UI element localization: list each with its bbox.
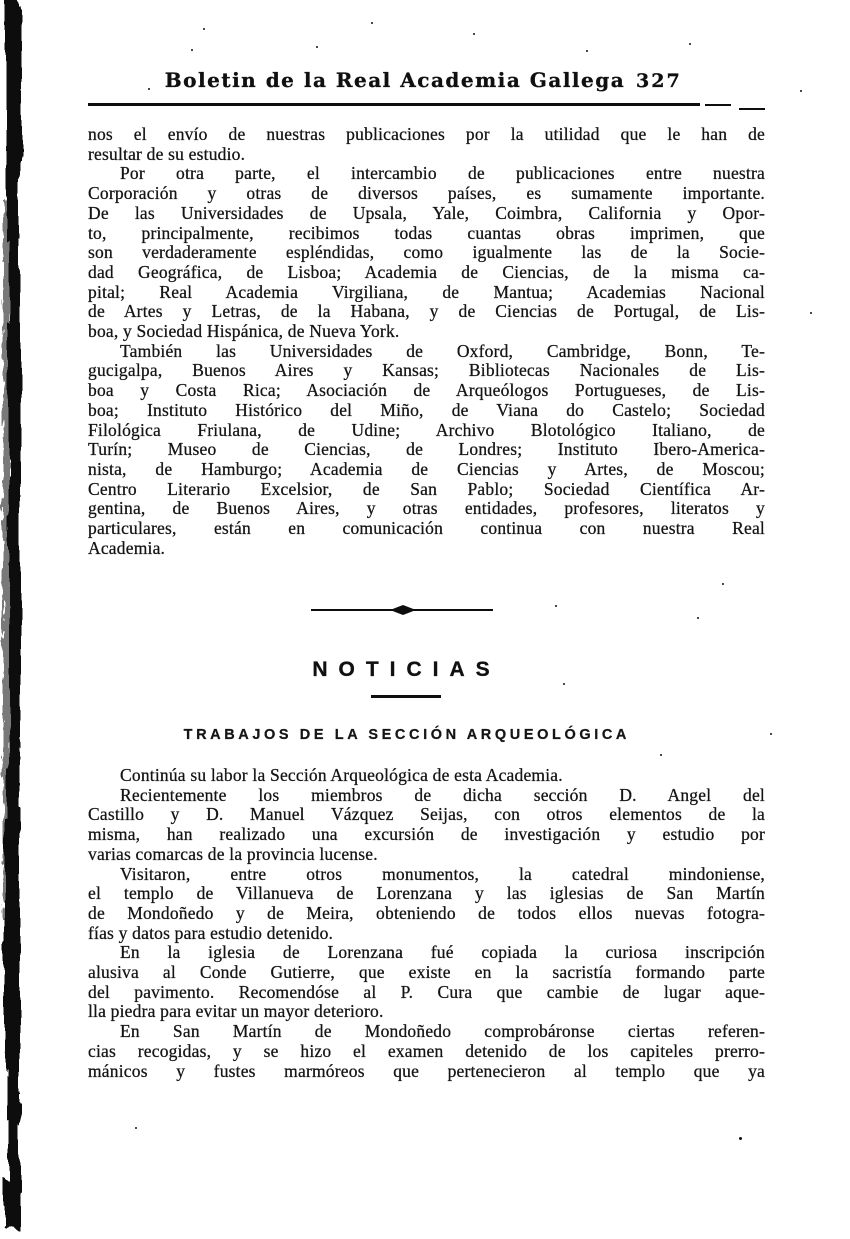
paragraph	[88, 786, 765, 865]
text-line: boa, y Sociedad Hispánica, de Nueva York.	[88, 321, 400, 342]
scan-speck	[722, 583, 724, 585]
scan-speck	[371, 22, 373, 24]
text-line: fías y datos para estudio detenido.	[88, 922, 334, 943]
binding-strip	[0, 0, 40, 1239]
scan-speck	[689, 43, 691, 45]
header-rule-dash	[739, 108, 765, 110]
paragraph	[88, 342, 765, 559]
text-line: lla piedra para evitar un mayor deterioro.	[88, 1001, 384, 1022]
text-line: el templo de Villanueva de Lorenzana y las iglesias de San Martín	[88, 883, 765, 904]
scan-speck	[697, 617, 699, 619]
text-line: Turín; Museo de Ciencias, de Londres; Instituto Ibero-America-	[88, 439, 765, 460]
text-line: De las Universidades de Upsala, Yale, Coimbra, California y Opor-	[88, 202, 765, 223]
scan-speck	[316, 46, 318, 48]
scan-speck	[800, 90, 802, 92]
text-line: mánicos y fustes marmóreos que pertenecieron al templo que ya	[88, 1060, 765, 1081]
scan-speck	[586, 50, 588, 52]
text-line: particulares, están en comunicación continua con nuestra Real	[88, 518, 765, 539]
text-line: alusiva al Conde Gutierre, que existe en la sacristía formando parte	[88, 962, 765, 983]
text-line: Continúa su labor la Sección Arqueológica de esta Academia.	[120, 765, 563, 785]
scan-speck	[770, 733, 772, 735]
text-line: de Artes y Letras, de la Habana, y de Ciencias de Portugal, de Lis-	[88, 301, 765, 322]
paragraph	[88, 766, 765, 786]
text-line: dad Geográfica, de Lisboa; Academia de Ciencias, de la misma ca-	[88, 261, 765, 282]
text-line: Por otra parte, el intercambio de publicaciones entre nuestra	[120, 163, 765, 184]
paragraph	[88, 164, 765, 341]
text-line: son verdaderamente espléndidas, como igualmente las de la Socie-	[88, 242, 765, 263]
paragraph	[88, 125, 765, 164]
text-line: boa y Costa Rica; Asociación de Arqueólogos Portugueses, de Lis-	[88, 380, 765, 401]
text-line: varias comarcas de la provincia lucense.	[88, 843, 378, 864]
text-line: Recientemente los miembros de dicha sección D. Angel del	[120, 784, 765, 805]
header-rule-dash	[705, 104, 731, 106]
header-rule	[88, 103, 700, 106]
text-line: pital; Real Academia Virgiliana, de Mantua; Academias Nacional	[88, 281, 765, 302]
page-number: 327	[636, 70, 682, 92]
text-line: resultar de su estudio.	[88, 143, 246, 164]
text-line: misma, han realizado una excursión de investigación y estudio por	[88, 824, 765, 845]
section-heading-trabajos: TRABAJOS DE LA SECCIÓN ARQUEOLÓGICA	[183, 727, 630, 743]
scan-speck	[135, 1127, 137, 1129]
scan-speck	[739, 1137, 742, 1140]
paragraph	[88, 1022, 765, 1081]
text-line: Centro Literario Excelsior, de San Pablo; Sociedad Científica Ar-	[88, 478, 765, 499]
diamond-icon	[390, 605, 416, 615]
scan-speck	[203, 28, 205, 30]
text-line: Corporación y otras de diversos países, es sumamente importante.	[88, 183, 765, 204]
text-line: nos el envío de nuestras publicaciones por la utilidad que le han de	[88, 124, 765, 144]
scan-speck	[563, 683, 565, 685]
divider-ornament	[311, 604, 493, 616]
text-line: boa; Instituto Histórico del Miño, de Viana do Castelo; Sociedad	[88, 399, 765, 420]
noticias-heading: NOTICIAS	[312, 658, 501, 681]
text-line: Academia.	[88, 537, 166, 558]
scan-speck	[148, 88, 150, 90]
scan-speck	[810, 312, 812, 314]
text-line: del pavimento. Recomendóse al P. Cura que cambie de lugar aque-	[88, 981, 765, 1002]
scan-speck	[555, 605, 557, 607]
paragraph	[88, 865, 765, 944]
text-line: nista, de Hamburgo; Academia de Ciencias y Artes, de Moscou;	[88, 458, 765, 479]
text-line: gucigalpa, Buenos Aires y Kansas; Bibliotecas Nacionales de Lis-	[88, 360, 765, 381]
text-line: En San Martín de Mondoñedo comprobáronse ciertas referen-	[120, 1021, 765, 1042]
body-block-2	[88, 766, 765, 1081]
text-line: Filológica Friulana, de Udine; Archivo Blotológico Italiano, de	[88, 419, 765, 440]
text-line: Visitaron, entre otros monumentos, la catedral mindoniense,	[120, 863, 765, 884]
scan-speck	[660, 754, 662, 756]
scan-speck	[473, 33, 475, 35]
text-line: gentina, de Buenos Aires, y otras entidades, profesores, literatos y	[88, 498, 765, 519]
text-line: to, principalmente, recibimos todas cuantas obras imprimen, que	[88, 222, 765, 243]
text-line: de Mondoñedo y de Meira, obteniendo de todos ellos nuevas fotogra-	[88, 902, 765, 923]
scan-speck	[191, 49, 193, 51]
text-line: En la iglesia de Lorenzana fué copiada la curiosa inscripción	[120, 942, 765, 963]
page-title: Boletin de la Real Academia Gallega	[164, 68, 626, 92]
paragraph	[88, 943, 765, 1022]
body-block-1	[88, 125, 765, 558]
text-line: Castillo y D. Manuel Vázquez Seijas, con otros elementos de la	[88, 804, 765, 825]
text-line: También las Universidades de Oxford, Cambridge, Bonn, Te-	[120, 340, 765, 361]
noticias-underline	[371, 695, 441, 698]
text-line: cias recogidas, y se hizo el examen detenido de los capiteles prerro-	[88, 1040, 765, 1061]
